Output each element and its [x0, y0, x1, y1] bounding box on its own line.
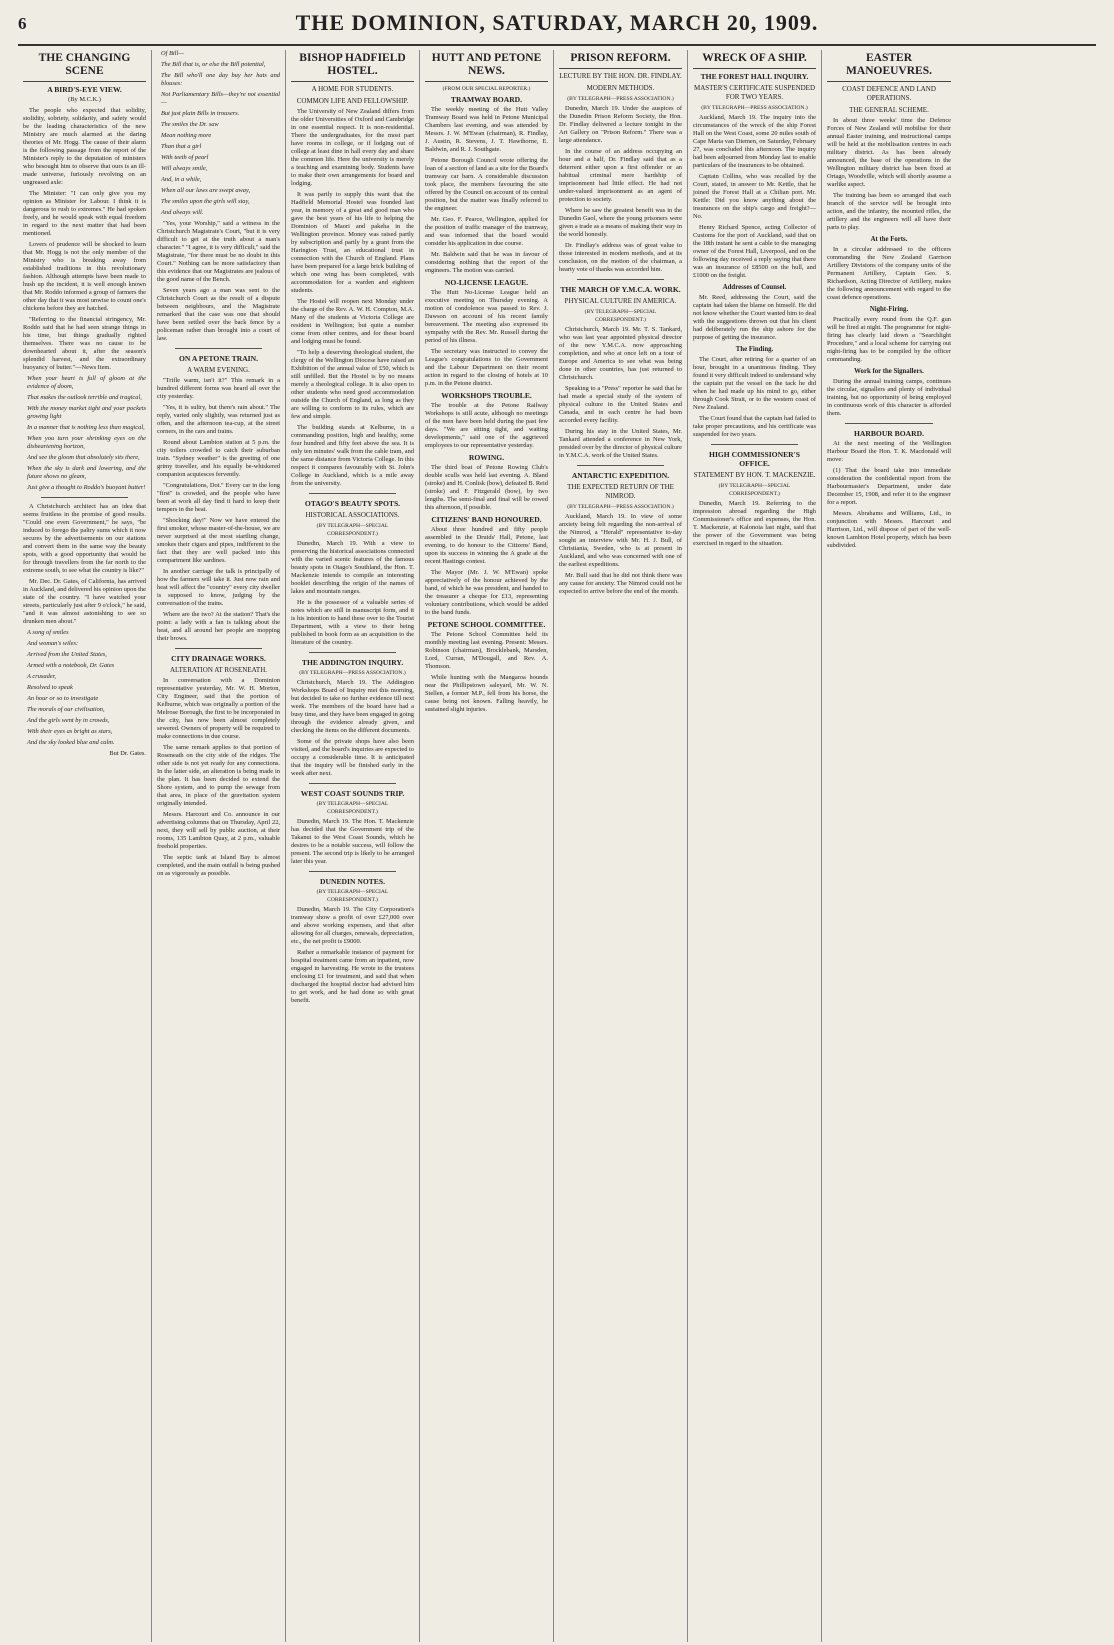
subhead-forest-hall: THE FOREST HALL INQUIRY. — [700, 72, 809, 81]
verse-line: The Bill who'll one day buy her hats and blouses: — [161, 72, 280, 87]
headline-prison-reform: PRISON REFORM. — [559, 52, 682, 69]
dateline: (BY TELEGRAPH—SPECIAL CORRESPONDENT.) — [584, 309, 657, 323]
verse-line: And see the gloom that absolutely sits there, — [27, 454, 140, 461]
subhead-high-commissioner: HIGH COMMISSIONER'S OFFICE. — [709, 450, 800, 468]
paragraph: Round about Lambton station at 5 p.m. the city toilers crowded to catch their suburban train. "Sydney weather" is the greeting of one grimy traveller, and his equally be-whiskered companion acquiesces fervently. — [157, 439, 280, 478]
paragraph: Dr. Findlay's address was of great value to those interested in modern methods, and at its conclusion, on the motion of the chairman, a hearty vote of thanks was accorded him. — [559, 242, 682, 273]
paragraph: "To help a deserving theological student, the clergy of the Wellington Diocese have raised an Exhibition of the annual value of £50, which is still unfilled. But the Hostel is by no means merely a theological college. It is also open to other students who need good accommodation outside the Church of England, as long as they are willing to conform to its rules, which are few and simple. — [291, 349, 414, 420]
subhead-antarctic: ANTARCTIC EXPEDITION. — [571, 471, 670, 480]
paragraph: During the annual training camps, continues the circular, signallers and plenty of individual training, but no opportunity of being employed in continuous work of this character is afforded them. — [827, 378, 951, 417]
subhead-night-firing: Night-Firing. — [869, 306, 909, 313]
verse-line: Just give a thought to Roddo's buoyant butter! — [27, 484, 146, 491]
paragraph: "Trifle warm, isn't it?" This remark in a hundred different forms was heard all over the city yesterday. — [157, 377, 280, 400]
paragraph: Practically every round from the Q.F. gun will be fired at night. The programme for night-firing has clearly laid down a "Searchlight Procedure," and a local scheme for carrying out night-firing has to be compiled by the officer commanding. — [827, 316, 951, 363]
verse-line: And always will. — [161, 209, 204, 216]
paragraph: In about three weeks' time the Defence Forces of New Zealand will mobilise for their annual Easter training, and instructional camps will be held at the mobilisation centres in each military district. As has been already announced, the base of the operations in the Wellington military district has been fixed at Ortago, Woodville, which will shortly assume a warlike aspect. — [827, 117, 951, 188]
subhead-tramway-board: TRAMWAY BOARD. — [450, 95, 523, 104]
divider — [175, 348, 262, 349]
verse-line: A crusader, — [27, 673, 56, 680]
paragraph: (1) That the board take into immediate consideration the confidential report from the Harbourmaster's Department, under date December 15, 1908, and refer it to the engineer for a report. — [827, 467, 951, 506]
column-1 — [18, 50, 152, 1642]
subhead-petone-train: ON A PETONE TRAIN. — [178, 354, 259, 363]
paragraph: "Yes, it is sultry, but there's rain about." The reply, varied only slightly, was returned just as often, and the afternoon tea-cup, at the street corners, in the cars and trains. — [157, 404, 280, 435]
subhead-harbour-board: HARBOUR BOARD. — [853, 429, 925, 438]
subhead-school-committee: PETONE SCHOOL COMMITTEE. — [427, 620, 546, 629]
dateline: (BY TELEGRAPH—SPECIAL CORRESPONDENT.) — [316, 889, 389, 903]
subhead-birds-eye: A BIRD'S-EYE VIEW. — [47, 85, 122, 94]
paragraph: The Hostel will reopen next Monday under the charge of the Rev. A. W. H. Compton, M.A. Many of the students at Victoria College are resident in Wellington; but quite a number come from other centres, and for these board and lodging must be found. — [291, 298, 414, 345]
dateline: (BY TELEGRAPH—SPECIAL CORRESPONDENT.) — [316, 801, 389, 815]
divider — [845, 423, 933, 424]
subhead-roseneath: ALTERATION AT ROSENEATH. — [169, 666, 268, 674]
paragraph: Rather a remarkable instance of payment for hospital treatment came from an inpatient, now engaged in harvesting. He wrote to the trustees enclosing £1 for treatment, and said that when discharged the hospital doctor had advised him to get work, and he had done so with great benefit. — [291, 949, 414, 1004]
paragraph: He is the possessor of a valuable series of notes which are still in manuscript form, and it is his intention to hand these over to the Tourist Department, with a view to their being published in book form as an acquisition to the literature of the country. — [291, 599, 414, 646]
paragraph: The Court, after retiring for a quarter of an hour, brought in a unanimous finding. They found it very difficult indeed to understand why the captain put the vessel on the tack he did when he had made up his mind to go, either through Cook Strait, or to the western coast of New Zealand. — [693, 356, 816, 411]
verse-line: With their eyes as bright as stars, — [27, 728, 113, 735]
paragraph: During his stay in the United States, Mr. Tankard attended a conference in New York, presided over by the director of physical culture in Y.M.C.A. work of the United States. — [559, 428, 682, 459]
subhead-ymca: THE MARCH OF Y.M.C.A. WORK. — [560, 285, 681, 294]
subhead-finding: The Finding. — [735, 346, 774, 353]
subhead-workshops: WORKSHOPS TROUBLE. — [441, 391, 532, 400]
paragraph: The training has been so arranged that each branch of the service will be brought into action, and the infantry, the mounted rifles, the artillery and the engineers will all have their parts to play. — [827, 192, 951, 231]
paragraph: Messrs. Abrahams and Williams, Ltd., in conjunction with Messrs. Harcourt and Harrison, Ltd., will dispose of part of the well-known Lambton Hotel property, which has been subdivided. — [827, 510, 951, 549]
paragraph: The trouble at the Petone Railway Workshops is still acute, although no meetings of the men have been held during the past few days. "We are sitting tight, and waiting developments," said one of the aggrieved employees to our representative yesterday. — [425, 402, 548, 449]
paragraph: It was partly to supply this want that the Hadfield Memorial Hostel was founded last year, in memory of a great and good man who gave the best years of his life to helping the Dominion of Maori and pakeha in the Wellington province. Money was raised partly by subscription and partly by a grant from the Harington Trust, an educational trust in connection with the Church of England. Plans have been prepared for a large brick building of which one wing has been completed, with accommodation for a warden and eighteen students. — [291, 191, 414, 294]
divider — [309, 493, 396, 494]
verse-line: And the sky looked blue and calm. — [27, 739, 115, 746]
paragraph: About three hundred and fifty people assembled in the Druids' Hall, Petone, last evening, to do honour to the Citizens' Band, upon its success in winning the A grade at the recent Hastings contest. — [425, 526, 548, 565]
subhead-general-scheme: THE GENERAL SCHEME. — [849, 106, 929, 114]
divider — [309, 871, 396, 872]
paragraph: The people who expected that solidity, stolidity, sobriety, solidarity, and safety would be the leading characteristics of the new Ministry are much alarmed at the daring theories of Mr. Hogg. The cause of their alarm is the following passage from the report of the Minister's reply to the deputation of ministers who besought him to observe that ours is an ill-made universe, furiously revolving on an ungreased axle: — [23, 107, 146, 186]
paragraph: The Petone School Committee held its monthly meeting last evening. Present: Messrs. Robinson (chairman), Brocklebank, Marsden, Lord, Curran, M'Dougall, and Rev. A. Thomson. — [425, 631, 548, 670]
paragraph: Mr. Dec. Dr. Gates, of California, has arrived in Auckland, and delivered his opinion upon the state of the country. "I have watched your streets, particularly just after 9 o'clock," he said, "and it was almost astonishing to see so drunken men about." — [23, 578, 147, 625]
paragraph: While hunting with the Mangaroa hounds near the Phillipstown saleyard, Mr. W. N. Stellen, a former M.P., fell from his horse, the cause being not known. Falling heavily, he sustained slight injuries. — [425, 674, 548, 713]
paragraph: The Court found that the captain had failed to take proper precautions, and his certificate was suspended for two years. — [693, 415, 816, 438]
verse-line: The smiles upon the girls will stay, — [161, 198, 250, 205]
headline-hadfield-hostel: BISHOP HADFIELD HOSTEL. — [291, 52, 414, 82]
sign-off: But Dr. Gates. — [109, 750, 146, 757]
column-7 — [822, 50, 956, 1642]
verse-line: Mean nothing more — [161, 132, 212, 139]
verse-line: Arrived from the United States, — [27, 651, 107, 658]
verse-line: The morals of our civilisation, — [27, 706, 105, 713]
subhead-physical-culture: PHYSICAL CULTURE IN AMERICA. — [564, 297, 677, 305]
paragraph: In the course of an address occupying an hour and a half, Dr. Findlay said that as a deterrent either upon a first offender or an habitual criminal mere hardship of imprisonment had little effect. He had not under-valued imprisonment as an agent of protection to society. — [559, 148, 682, 203]
newspaper-title: THE DOMINION, SATURDAY, MARCH 20, 1909. — [295, 10, 819, 35]
subhead-warm-evening: A WARM EVENING. — [187, 366, 250, 374]
paragraph: Dunedin, March 19. With a view to preserving the historical associations connected with the varied scenic features of the famous beauty spots in Otago's Southland, the Hon. T. Mackenzie intends to compile an interesting booklet describing the origin of the names of lakes and mountain ranges. — [291, 540, 414, 595]
byline: (By M.C.K.) — [68, 96, 101, 103]
subhead-home-students: A HOME FOR STUDENTS. — [311, 85, 394, 93]
verse-line: When all our laws are swept away, — [161, 187, 251, 194]
paragraph: Mr. Bull said that he did not think there was any cause for anxiety. The Nimrod could not be expected to arrive before the end of the month. — [559, 572, 682, 595]
paragraph: Auckland, March 19. The inquiry into the circumstances of the wreck of the ship Forest Hall on the West Coast, some 20 miles south of Cape Maria van Diemen, on Saturday, February 27, was concluded this afternoon. The inquiry had been adjourned from Monday last to enable particulars of the insurances to be obtained. — [693, 114, 816, 169]
paragraph: Seven years ago a man was sent to the Christchurch Court as the result of a dispute between neighbours, and the Magistrate remarked that the case was one that should have been settled over the back fence by a policeman rather than brought into a court of law. — [157, 287, 280, 342]
paragraph: Dunedin, March 19. Referring to the impression abroad regarding the High Commissioner's office and expenses, the Hon. T. Mackenzie, at Kalonoia last night, said that the power of the Government was being exercised in regard to the situation. — [693, 500, 816, 547]
column-2 — [152, 50, 286, 1642]
paragraph: Henry Richard Spence, acting Collector of Customs for the port of Auckland, said that on the 18th instant he sent a cable to the managing owner of the Forest Hall, Liverpool, and on the following day received a reply saying that there was an insurance of £8500 on the hull, and £1000 on the freight. — [693, 224, 816, 279]
paragraph: Speaking to a "Press" reporter he said that he had made a special study of the system of physical culture in the United States and Canada, and in each centre he had been accorded every facility. — [559, 385, 682, 424]
headline-wreck: WRECK OF A SHIP. — [693, 52, 816, 69]
verse-line: An hour or so to investigate — [27, 695, 99, 702]
divider — [41, 497, 128, 498]
paragraph: At the next meeting of the Wellington Harbour Board the Hon. T. K. Macdonald will move: — [827, 440, 951, 463]
paragraph: The secretary was instructed to convey the League's congratulations to the Government and the Labour Department on their recent action in regard to the closing of hotels at 10 p.m. in the Petone district. — [425, 348, 548, 387]
verse-line: Not Parliamentary Bills—they're not essential— — [161, 91, 280, 106]
divider — [309, 783, 396, 784]
paragraph: The Minister: "I can only give you my opinion as Minister for Labour. I think it is dangerous to rush to extremes." He had spoken freely, and he would speak with equal freedom in regard to the next matter that had been mentioned. — [23, 190, 146, 237]
column-3 — [286, 50, 420, 1642]
verse-line: But just plain Bills in trousers. — [161, 110, 240, 117]
column-6 — [688, 50, 822, 1642]
dateline: (BY TELEGRAPH—SPECIAL CORRESPONDENT.) — [718, 483, 791, 497]
paragraph: The University of New Zealand differs from the older Universities of Oxford and Cambridge in one essential respect. It is non-residential. There the undergraduates, for the most part have rooms in college, or if lodging out of college at least dine in hall every day and share the common life. Here the university is merely a teaching and examining body. Students have to make their own arrangements for board and lodging. — [291, 108, 414, 187]
paragraph: Mr. Baldwin said that he was in favour of considering nothing that the report of the engineers. The motion was carried. — [425, 251, 548, 274]
headline-changing-scene: THE CHANGING SCENE — [23, 52, 146, 82]
paragraph: Dunedin, March 19. The City Corporation's tramway show a profit of over £27,000 over and above working expenses, and that after allowing for all charges, renewals, depreciation, etc., the net profit is £9000. — [291, 906, 414, 945]
dateline: (BY TELEGRAPH—PRESS ASSOCIATION.) — [299, 670, 406, 676]
paragraph: Dunedin, March 19. Under the auspices of the Dunedin Prison Reform Society, the Hon. Dr. Findlay delivered a lecture tonight in the Art Gallery on "Prison Reform." There was a large attendance. — [559, 105, 682, 144]
paragraph: Christchurch, March 19. Mr. T. S. Tankard, who was last year appointed physical director of the new Y.M.C.A. now approaching completion, and who at once left on a tour of Europe and America to see what was being done in other countries, has just returned to Christchurch. — [559, 326, 682, 381]
paragraph: Captain Collins, who was recalled by the Court, stated, in answer to Mr. Kettle, that he joined the Forest Hall at a Chilian port. Mr. Kettle: Did you know anything about the insurances on the ship's cargo and freight?—No. — [693, 173, 816, 220]
verse-line: When the sky is dark and lowering, and the future shows no gleam, — [27, 465, 146, 480]
subhead-nimrod: THE EXPECTED RETURN OF THE NIMROD. — [567, 483, 674, 500]
paragraph: "Referring to the financial stringency, Mr. Roddo said that he had seen strange things in his time, but things gradually righted themselves. There was no cause to be downhearted about it, after the season's splendid harvest, and the extraordinary buoyancy of butter."—News Item. — [23, 316, 146, 371]
paragraph: A Christchurch architect has an idea that seems fruitless in the promise of good results. "Could one even Government," he says, "be induced to forego the paltry sums which it now secures by the advertisements on our stations and convert them in the same way the beauty spots, with a good opportunity that would be for through travellers from the far north to the extreme south, to see what the country is like?" — [23, 503, 146, 574]
divider — [309, 652, 396, 653]
dateline: (BY TELEGRAPH—PRESS ASSOCIATION.) — [567, 96, 674, 102]
masthead — [18, 6, 1096, 46]
verse-line: Armed with a notebook, Dr. Gates — [27, 662, 115, 669]
columns — [18, 50, 1096, 1642]
paragraph: The weekly meeting of the Hutt Valley Tramway Board was held in Petone Municipal Chambers last evening, and was attended by Messrs. J. W. M'Ewan (chairman), R. Findlay, J. Austin, R. Stevens, J. T. Hawthorne, E. Baldwin, and R. J. Southgate. — [425, 106, 548, 153]
subhead-addington: THE ADDINGTON INQUIRY. — [301, 658, 404, 667]
verse-line: A song of smiles — [27, 629, 69, 636]
subhead-citizens-band: CITIZENS' BAND HONOURED. — [431, 515, 542, 524]
verse-line: When you turn your shrinking eyes on the disheartening horizon, — [27, 435, 146, 450]
subhead-forts: At the Forts. — [870, 236, 908, 243]
paragraph: The septic tank at Island Bay is almost completed, and the main outfall is being pushed on as vigorously as possible. — [157, 854, 280, 877]
paragraph: Auckland, March 19. In view of some anxiety being felt regarding the non-arrival of the Nimrod, a "Herald" representative to-day sought an interview with Mr. H. J. Bull, of Christiania, Sweden, who is at present in Auckland, and who was concerned with one of the earliest expeditions. — [559, 513, 682, 568]
verse-line: And the girls went by in crowds, — [27, 717, 110, 724]
subhead-counsel: Addresses of Counsel. — [722, 284, 787, 291]
paragraph: Mr. Geo. F. Pearce, Wellington, applied for the position of traffic manager of the tramway, and was informed that the board would consider his application in due course. — [425, 216, 548, 247]
paragraph: Some of the private shops have also been visited, and the board's inquiries are expected to occupy a considerable time. It is anticipated that the inquiry will be finished early in the week after next. — [291, 738, 414, 777]
divider — [175, 648, 262, 649]
paragraph: Where he saw the greatest benefit was in the Dunedin Gaol, where the young prisoners were given a trade as a means of making their way in the world honestly. — [559, 207, 682, 238]
headline-easter: EASTER MANOEUVRES. — [827, 52, 951, 82]
subhead-modern-methods: MODERN METHODS. — [586, 84, 655, 92]
verse-line: Than that a girl — [161, 143, 202, 150]
verse-line: Of Bill— — [161, 50, 184, 57]
verse-line: Will always smile, — [161, 165, 208, 172]
subhead-city-drainage: CITY DRAINAGE WORKS. — [171, 654, 266, 663]
verse-line: The Bill that is, or else the Bill potential, — [161, 61, 266, 68]
subhead-lecture: LECTURE BY THE HON. DR. FINDLAY. — [559, 72, 682, 80]
subhead-coast-defence: COAST DEFENCE AND LAND OPERATIONS. — [842, 85, 936, 102]
verse-line: With the money market tight and your pockets growing light — [27, 405, 146, 420]
verse-line: Resolved to speak — [27, 684, 73, 691]
verse-line: And woman's wiles: — [27, 640, 79, 647]
paragraph: Lovers of prudence will be shocked to learn that Mr. Hogg is not the only member of the Ministry who is breaking away from established traditions in this revolutionary fashion. Although attempts have been made to hush up the incident, it is well enough known that Mr. Roddo informed a group of farmers the other day that it was most unwise to count one's chickens before they are hatched. — [23, 241, 146, 312]
dateline: (BY TELEGRAPH—PRESS ASSOCIATION.) — [701, 105, 808, 111]
paragraph: Petone Borough Council wrote offering the loan of a section of land as a site for the Board's tramway car barn. A considerable discussion took place, the members favouring the site offered by the Council on account of its central position, but the matter was finally referred to the engineer. — [425, 157, 548, 212]
paragraph: Dunedin, March 19. The Hon. T. Mackenzie has decided that the Government trip of the Takanui to the West Coast Sounds, which he desires to be a notable success, will follow the present. The second trip is likely to be arranged later this year. — [291, 818, 414, 865]
paragraph: The Mayor (Mr. J. W. M'Ewan) spoke appreciatively of the honour achieved by the band, of which he was president, and handed to the treasurer a cheque for £13, representing voluntary contributions, which would be added to the band funds. — [425, 569, 548, 616]
headline-hutt-petone: HUTT AND PETONE NEWS. — [425, 52, 548, 82]
paragraph: "Congratulations, Dot." Every car in the long "first" is crowded, and the people who have been at work all day find it hard to keep their tempers in the heat. — [157, 482, 280, 513]
byline: (FROM OUR SPECIAL REPORTER.) — [442, 86, 531, 92]
dateline: (BY TELEGRAPH—SPECIAL CORRESPONDENT.) — [316, 523, 389, 537]
column-4 — [420, 50, 554, 1642]
verse-line: The smiles the Dr. saw — [161, 121, 219, 128]
subhead-rowing: ROWING. — [468, 453, 505, 462]
subhead-certificate: MASTER'S CERTIFICATE SUSPENDED FOR TWO YEARS. — [693, 84, 816, 101]
verse-line: When your heart is full of gloom at the evidence of doom, — [27, 375, 146, 390]
subhead-no-license: NO-LICENSE LEAGUE. — [444, 278, 529, 287]
divider — [577, 279, 664, 280]
page-number: 6 — [18, 14, 27, 33]
paragraph: Christchurch, March 19. The Addington Workshops Board of Inquiry met this morning, but decided to take no further evidence till next week. The members of the board have had a busy time, and they have been engaged in going through the evidence already given, and checking the items on the different documents. — [291, 679, 414, 734]
verse-line: That makes the outlook terrible and tragical, — [27, 394, 142, 401]
paragraph: In another carriage the talk is principally of how the farmers will take it. Just now rain and heat will affect the "country" every city dweller is supposed to know, judging by the conversation of the trains. — [157, 568, 280, 607]
paragraph: "Shocking day!" Now we have entered the first smoker, whose master-of-the-house, we are never surprised at the most startling change, smokes their cigars and pipes, indifferent to the fact that they are well packed into this compartment like sardines. — [157, 517, 280, 564]
subhead-signallers: Work for the Signallers. — [854, 368, 924, 375]
subhead-common-life: COMMON LIFE AND FELLOWSHIP. — [296, 97, 409, 105]
divider — [577, 465, 664, 466]
subhead-historical: HISTORICAL ASSOCIATIONS. — [305, 511, 400, 519]
paragraph: The same remark applies to that portion of Roseneath on the city side of the ridges. The other side is not yet ready for any connections. In the latter side, an alteration is being made in the plan. It has been decided to extend the Shore system, and to pump the sewage from that area, in place of the gravitation system originally intended. — [157, 744, 280, 807]
paragraph: In conversation with a Dominion representative yesterday, Mr. W. H. Morton, City Engineer, said that the portion of Kelburne, which was originally a portion of the Melrose Borough, the first to be incorporated in the city, has now been almost completely sewered. Owners of property will be required to make connections in due course. — [157, 677, 280, 740]
paragraph: The third boat of Petone Rowing Club's double sculls was held last evening. A. Bland (stroke) and H. Conlisk (bow), defeated B. Reid (stroke) and F. Fitzgerald (bow), by two lengths. The semi-final and final will be rowed this afternoon, if possible. — [425, 464, 548, 511]
verse-line: In a manner that is nothing less than magical, — [27, 424, 145, 431]
paragraph: The building stands at Kelburne, in a commanding position, high and healthy, some four hundred and fifty feet above the sea. It is only ten minutes' walk from the cable tram, and the same distance from Victoria College. In this respect it compares favourably with St. John's College in Auckland, which is a mile away from the university. — [291, 424, 414, 487]
verse-line: With teeth of pearl — [161, 154, 209, 161]
paragraph: Messrs. Harcourt and Co. announce in our advertising columns that on Thursday, April 22, next, they will sell by public auction, at their rooms, 135 Lambton Quay, at 2 p.m., valuable freehold properties. — [157, 811, 280, 850]
paragraph: "Yes, your Worship," said a witness in the Christchurch Magistrate's Court, "but it is very difficult to get at the truth about a man's character." "I agree, it is very difficult," said the Magistrate, "for there must be no doubt in this Court." Nothing can be more satisfactory than this evidence that our Magistrates are jealous of the good name of the Bench. — [157, 220, 280, 283]
column-5 — [554, 50, 688, 1642]
paragraph: Where are the two? At the station? That's the point: a lady with a fan is talking about the heat, and all around her people are mopping their brows. — [157, 611, 280, 642]
subhead-west-coast: WEST COAST SOUNDS TRIP. — [300, 789, 405, 798]
subhead-otago-beauty: OTAGO'S BEAUTY SPOTS. — [304, 499, 401, 508]
subhead-dunedin-notes: DUNEDIN NOTES. — [320, 877, 385, 886]
verse-line: And, in a while, — [161, 176, 202, 183]
divider — [711, 444, 798, 445]
paragraph: In a circular addressed to the officers commanding the New Zealand Garrison Artillery Divisions of the company units of the Permanent Artillery, Captain Geo. S. Richardson, Acting Director of Artillery, makes the following announcement with regard to the coast defence operations. — [827, 246, 951, 301]
subhead-mackenzie: STATEMENT BY HON. T. MACKENZIE. — [693, 471, 816, 479]
paragraph: The Hutt No-License League held an executive meeting on Thursday evening. A motion of condolence was passed to Rev. J. Dawson on account of his recent family bereavement. The meeting also expressed its sympathy with the Rev. Mr. Russell during the period of his illness. — [425, 289, 548, 344]
paragraph: Mr. Reed, addressing the Court, said the captain had taken the blame on himself. He did not know whether the Court wanted him to deal with the suggestions thrown out that his client had deliberately run the ship ashore for the purpose of getting the insurance. — [693, 294, 816, 341]
dateline: (BY TELEGRAPH—PRESS ASSOCIATION.) — [567, 504, 674, 510]
